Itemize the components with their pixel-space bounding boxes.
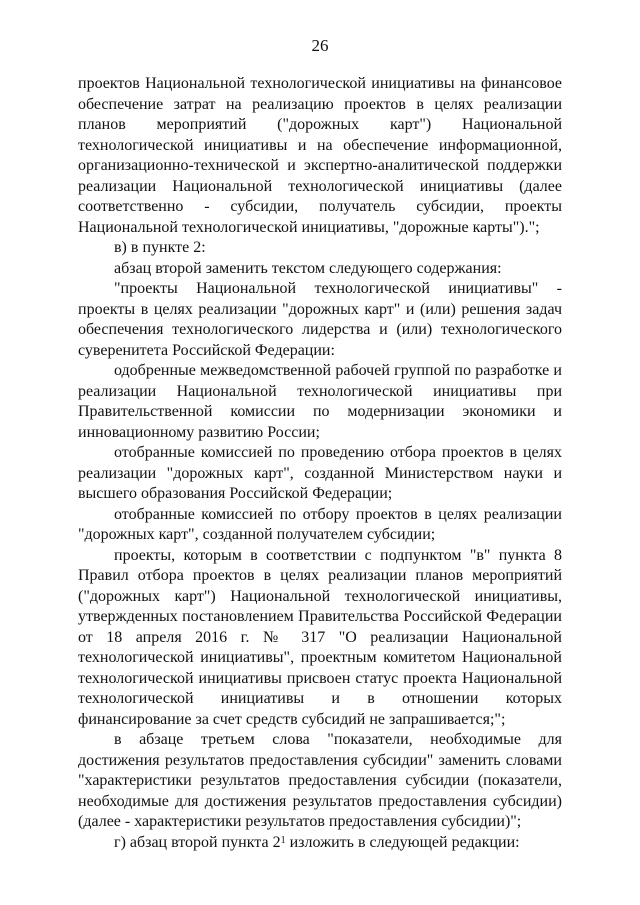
paragraph: отобранные комиссией по проведению отбора проектов в целях реализации "дорожных карт", созданной Министерством науки и высшего образования Российской Федерации; <box>78 444 562 502</box>
paragraph-text: изложить в следующей редакции: <box>285 833 520 851</box>
page-number: 26 <box>311 36 329 55</box>
paragraph: абзац второй заменить текстом следующего содержания: <box>114 259 502 277</box>
paragraph: в) в пункте 2: <box>114 239 206 256</box>
paragraph: "проекты Национальной технологической инициативы" - проекты в целях реализации "дорожных карт" и (или) решения задач обеспечения технологического лидерства и (или) технологического суверенитета Российской Федерации: <box>78 280 562 359</box>
document-body <box>78 74 562 853</box>
paragraph: проекты, которым в соответствии с подпунктом "в" пункта 8 Правил отбора проектов в целях реализации планов мероприятий ("дорожных карт") Национальной технологической инициативы, утвержденных постановлением Правительства Российской Федерации от 18 апреля 2016 г. № 317 "О реализации Национальной технологической инициативы", проектным комитетом Национальной технологической инициативы присвоен статус проекта Национальной технологической инициативы и в отношении которых финансирование за счет средств субсидий не запрашивается;"; <box>78 546 562 728</box>
paragraph-last <box>78 833 562 854</box>
paragraph: отобранные комиссией по отбору проектов в целях реализации "дорожных карт", созданной получателем субсидии; <box>78 505 562 543</box>
superscript: 1 <box>280 834 286 846</box>
paragraph-text: г) абзац второй пункта 2 <box>114 833 281 851</box>
paragraph: в абзаце третьем слова "показатели, необходимые для достижения результатов предоставления субсидии" заменить словами "характеристики результатов предоставления субсидии (показатели, необходимые для достижения результатов предоставления субсидии) (далее - характеристики результатов предоставления субсидии)"; <box>78 731 562 830</box>
paragraph: одобренные межведомственной рабочей группой по разработке и реализации Национальной технологической инициативы при Правительственной комиссии по модернизации экономики и инновационному развитию России; <box>78 362 562 441</box>
paragraph: проектов Национальной технологической инициативы на финансовое обеспечение затрат на реализацию проектов в целях реализации планов мероприятий ("дорожных карт") Национальной технологической инициативы и на обеспечение информационной, организационно-технической и экспертно-аналитической поддержки реализации Национальной технологической инициативы (далее соответственно - субсидии, получатель субсидии, проекты Национальной технологической инициативы, "дорожные карты")."; <box>78 75 562 236</box>
